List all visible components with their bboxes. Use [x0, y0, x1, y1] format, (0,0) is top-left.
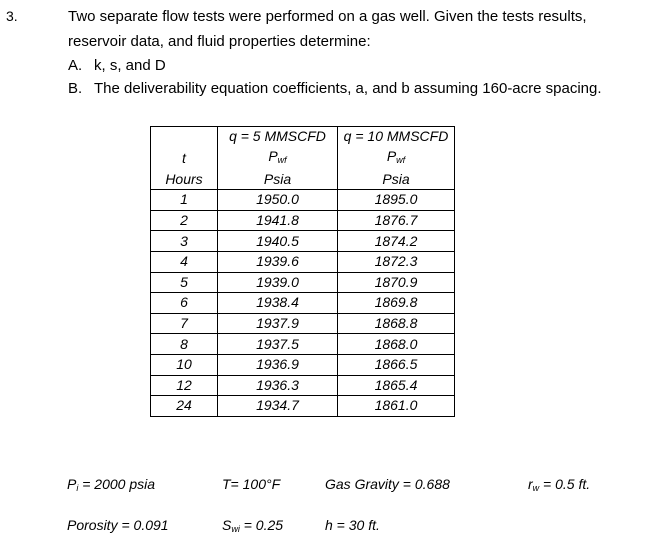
cell-pwf-5: 1937.5 [218, 334, 338, 355]
pi-subscript: i [76, 483, 79, 493]
water-saturation [222, 517, 283, 534]
header-time-unit: Hours [151, 170, 218, 190]
option-b [68, 80, 602, 97]
header-rate-5: q = 5 MMSCFD [218, 127, 338, 147]
table-row [151, 354, 455, 375]
gas-gravity: Gas Gravity = 0.688 [325, 476, 450, 492]
question-number: 3. [6, 8, 18, 24]
option-b-label: B. [68, 80, 83, 97]
option-a [68, 57, 166, 74]
pi-value: = 2000 psia [78, 476, 156, 492]
cell-time: 8 [151, 334, 218, 355]
header-time-symbol: t [151, 147, 218, 170]
table-row [151, 272, 455, 293]
swi-subscript: wi [231, 524, 240, 534]
cell-pwf-10: 1895.0 [338, 190, 455, 211]
cell-pwf-5: 1940.5 [218, 231, 338, 252]
initial-pressure [67, 476, 155, 493]
table-row [151, 231, 455, 252]
cell-time: 10 [151, 354, 218, 375]
cell-time: 6 [151, 293, 218, 314]
table-row [151, 190, 455, 211]
option-a-text: k, s, and D [94, 57, 166, 74]
cell-time: 3 [151, 231, 218, 252]
pwf-symbol: P [386, 147, 397, 164]
table-row [151, 396, 455, 417]
cell-pwf-5: 1937.9 [218, 313, 338, 334]
rw-value: = 0.5 ft. [539, 476, 591, 492]
problem-statement-line-2: reservoir data, and fluid properties determine: [68, 33, 371, 50]
cell-pwf-10: 1870.9 [338, 272, 455, 293]
cell-pwf-5: 1939.0 [218, 272, 338, 293]
header-rate-10: q = 10 MMSCFD [338, 127, 455, 147]
cell-pwf-5: 1938.4 [218, 293, 338, 314]
cell-pwf-10: 1865.4 [338, 375, 455, 396]
table-row [151, 375, 455, 396]
header-pwf-10 [338, 147, 455, 170]
option-b-text: The deliverability equation coefficients, a, and b assuming 160-acre spacing. [94, 80, 602, 97]
pwf-symbol: P [268, 147, 278, 164]
cell-pwf-5: 1936.3 [218, 375, 338, 396]
cell-pwf-10: 1874.2 [338, 231, 455, 252]
table-header-row-unit [151, 170, 455, 190]
table-header-row-symbol [151, 147, 455, 170]
header-unit-10: Psia [338, 170, 455, 190]
pwf-subscript: wf [277, 154, 287, 165]
header-pwf-5 [218, 147, 338, 170]
option-a-label: A. [68, 57, 83, 74]
temperature: T= 100°F [222, 476, 281, 492]
cell-time: 12 [151, 375, 218, 396]
cell-pwf-10: 1866.5 [338, 354, 455, 375]
cell-pwf-5: 1941.8 [218, 210, 338, 231]
wellbore-radius [528, 476, 590, 493]
swi-value: = 0.25 [239, 517, 284, 533]
pwf-subscript: wf [396, 154, 406, 165]
porosity: Porosity = 0.091 [67, 517, 169, 533]
cell-time: 24 [151, 396, 218, 417]
flow-test-table [150, 126, 455, 417]
cell-pwf-5: 1939.6 [218, 251, 338, 272]
cell-pwf-10: 1872.3 [338, 251, 455, 272]
cell-time: 1 [151, 190, 218, 211]
table-row [151, 313, 455, 334]
cell-pwf-10: 1868.0 [338, 334, 455, 355]
header-unit-5: Psia [218, 170, 338, 190]
cell-pwf-10: 1869.8 [338, 293, 455, 314]
table-row [151, 334, 455, 355]
cell-time: 2 [151, 210, 218, 231]
pi-symbol: P [67, 476, 77, 492]
cell-time: 7 [151, 313, 218, 334]
thickness: h = 30 ft. [325, 517, 380, 533]
cell-time: 4 [151, 251, 218, 272]
table-row [151, 251, 455, 272]
swi-symbol: S [222, 517, 232, 533]
rw-subscript: w [532, 483, 540, 493]
problem-statement-line-1: Two separate flow tests were performed on a gas well. Given the tests results, [68, 8, 587, 25]
cell-pwf-5: 1934.7 [218, 396, 338, 417]
cell-pwf-5: 1936.9 [218, 354, 338, 375]
cell-pwf-5: 1950.0 [218, 190, 338, 211]
table-row [151, 293, 455, 314]
cell-pwf-10: 1861.0 [338, 396, 455, 417]
header-col1-blank [151, 127, 218, 147]
cell-pwf-10: 1876.7 [338, 210, 455, 231]
cell-pwf-10: 1868.8 [338, 313, 455, 334]
rw-symbol: r [528, 476, 533, 492]
cell-time: 5 [151, 272, 218, 293]
table-header-row-rate [151, 127, 455, 147]
table-row [151, 210, 455, 231]
